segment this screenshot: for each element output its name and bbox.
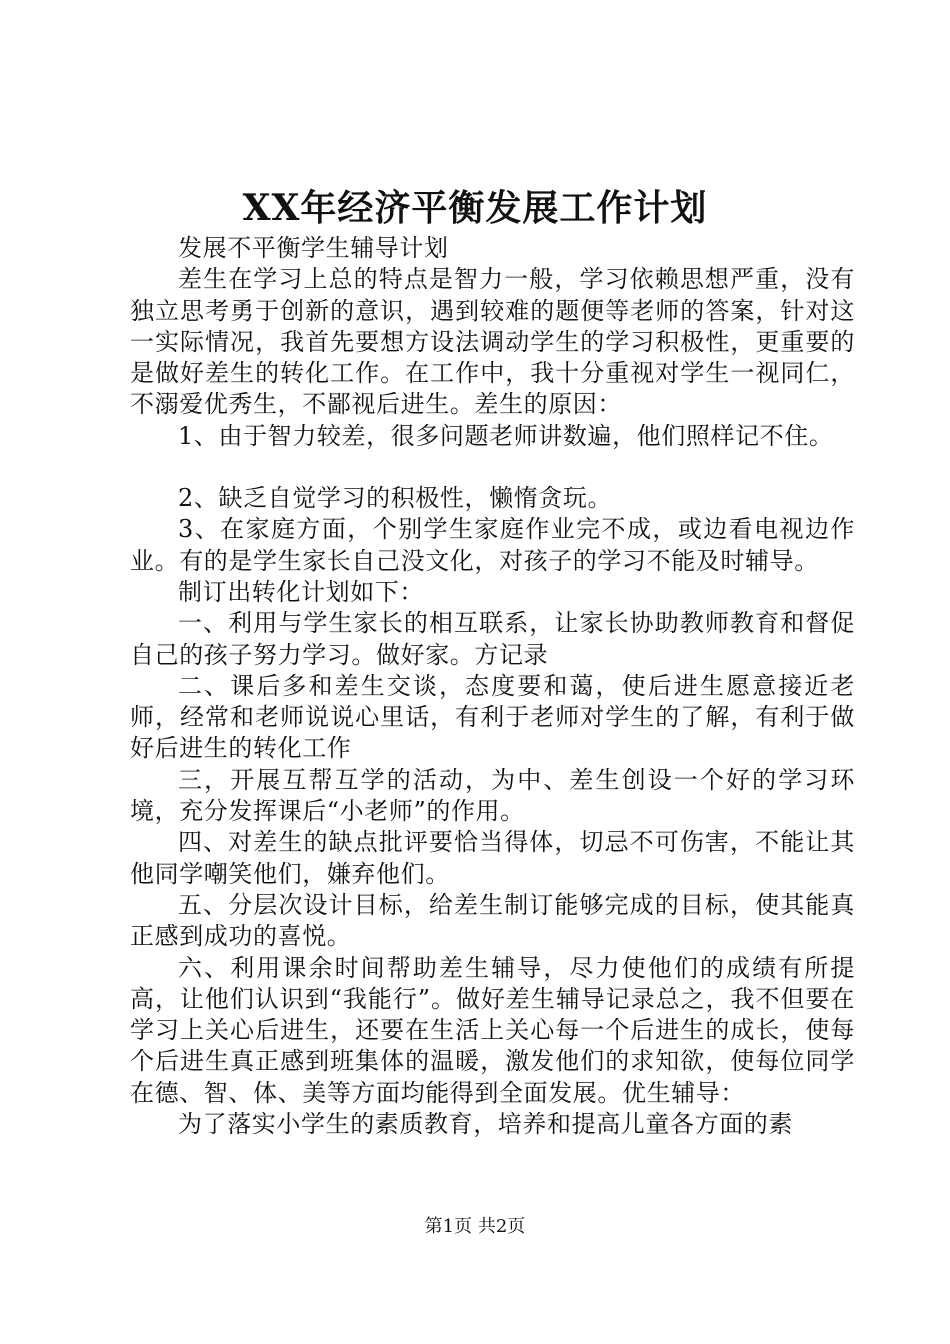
paragraph-reason-2: 2、缺乏自觉学习的积极性，懒惰贪玩。	[178, 484, 613, 513]
paragraph-intro: 差生在学习上总的特点是智力一般，学习依赖思想严重，没有独立思考勇于创新的意识，遇到较难的题便等老师的答案，针对这一实际情况，我首先要想方设法调动学生的学习积极性，更重要的是做好差生的转化工作。在工作中，我十分重视对学生一视同仁，不溺爱优秀生，不鄙视后进生。差生的原因：	[130, 265, 855, 419]
paragraph-reason-3: 3、在家庭方面，个别学生家庭作业完不成，或边看电视边作业。有的是学生家长自己没文化，对孩子的学习不能及时辅导。	[130, 515, 855, 575]
paragraph-plan-4: 四、对差生的缺点批评要恰当得体，切忌不可伤害，不能让其他同学嘲笑他们，嫌弃他们。	[130, 828, 855, 888]
paragraph-top-students: 为了落实小学生的素质教育，培养和提高儿童各方面的素	[178, 1110, 793, 1139]
paragraph-plan-1: 一、利用与学生家长的相互联系，让家长协助教师教育和督促自己的孩子努力学习。做好家。方记录	[130, 609, 855, 669]
paragraph-plan-heading: 制订出转化计划如下：	[178, 577, 424, 606]
paragraph-plan-6: 六、利用课余时间帮助差生辅导，尽力使他们的成绩有所提高，让他们认识到“我能行”。做好差生辅导记录总之，我不但要在学习上关心后进生，还要在生活上关心每一个后进生的成长，使每个后进生真正感到班集体的温暖，激发他们的求知欲，使每位同学在德、智、体、美等方面均能得到全面发展。优生辅导：	[130, 953, 855, 1107]
paragraph-plan-5: 五、分层次设计目标，给差生制订能够完成的目标，使其能真正感到成功的喜悦。	[130, 890, 855, 951]
paragraph-plan-2: 二、课后多和差生交谈，态度要和蔼，使后进生愿意接近老师，经常和老师说说心里话，有利于老师对学生的了解，有利于做好后进生的转化工作	[130, 671, 855, 763]
document-title: XX年经济平衡发展工作计划	[242, 187, 708, 229]
document-body	[130, 233, 855, 1140]
paragraph-plan-3: 三，开展互帮互学的活动，为中、差生创设一个好的学习环境，充分发挥课后“小老师”的作用。	[130, 765, 855, 826]
paragraph-reason-1: 1、由于智力较差，很多问题老师讲数遍，他们照样记不住。	[178, 421, 834, 450]
paragraph-subtitle: 发展不平衡学生辅导计划	[178, 234, 449, 262]
page-number-footer: 第1页 共2页	[424, 1216, 526, 1237]
